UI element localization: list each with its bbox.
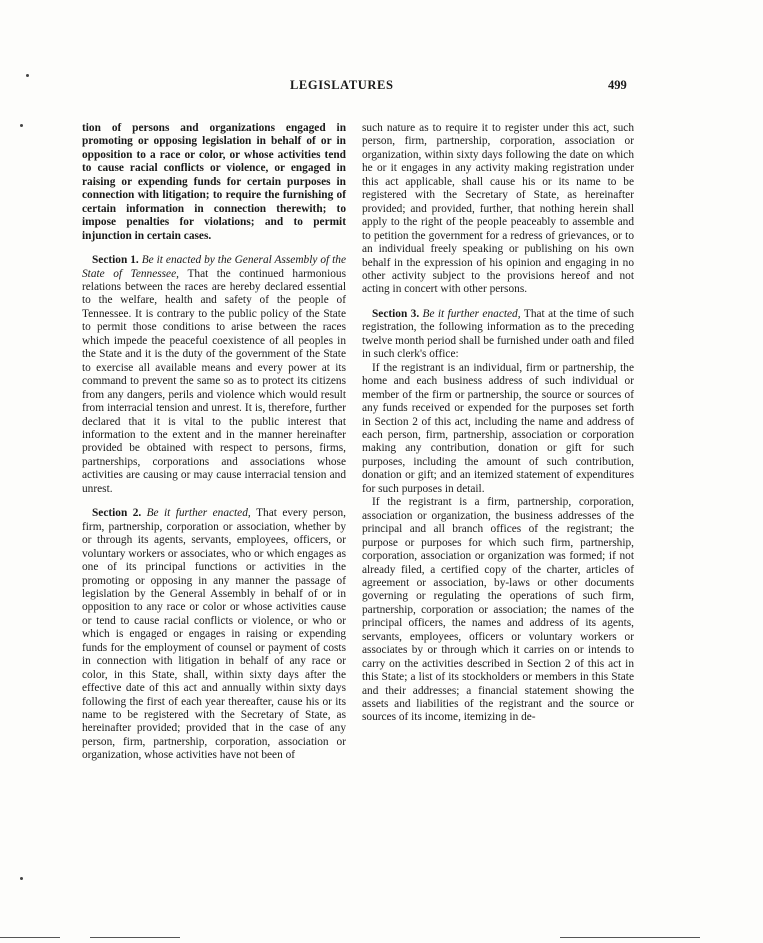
right-column <box>362 122 634 725</box>
running-head: LEGISLATURES <box>290 78 394 92</box>
section-2-heading: Section 2. <box>92 507 147 520</box>
section-1-text: That the continued harmonious relations between the races are hereby declared essential to the welfare, health and safety of the people of Tennessee. It is contrary to the public policy of the State to permit those conditions to arise between the races which impede the peaceful coexistence of all peoples in the State and it is the duty of the government of the State to exercise all available means and every power at its command to prevent the same so as to protect its citizens from any dangers, perils and violence which would result from interracial tension and unrest. It is, therefore, further declared that it is vital to the public interest that information to the extent and in the manner hereinafter provided be obtained with respect to persons, firms, partnerships, corporations and associations whose activities are causing or may cause interracial tension and unrest. <box>82 267 346 495</box>
registrant-individual-paragraph: If the registrant is an individual, firm or partnership, the home and each business address of such individual or member of the firm or partnership, the source or sources of any funds received or expended for the purposes set forth in Section 2 of this act, including the name and address of each person, firm, partnership, association or corporation making any contribution, donation or gift for such purposes, including the amount of such contribution, donation or gift; and an itemized statement of expenditures for such purposes in detail. <box>362 361 634 495</box>
scan-speck <box>26 74 29 77</box>
section-2-text: That every person, firm, partnership, corporation or association, whether by or through its agents, servants, employees, officers, or voluntary workers or associates, who or which engages as one of its principal functions or activities in the promoting or opposing in any manner the passage of legislation by the General Assembly in behalf of or in opposition to any race or color or whose activities cause or tend to cause racial conflicts or violence, or who or which is engaged or engages in raising or expending funds for the employment of counsel or payment of costs in connection with litigation in behalf of any race or color, in this State, shall, within sixty days after the effective date of this act and annually within sixty days following the first of each year thereafter, cause his or its name to be registered with the Secretary of State, as hereinafter provided; provided that in the case of any person, firm, partnership, corporation, association or organization, whose activities have not been of <box>82 507 346 762</box>
section-2-continued: such nature as to require it to register under this act, such person, firm, partnership, corporation, association or organization, within sixty days following the date on which he or it engages in any activity making registration under this act applicable, shall cause his or its name to be registered with the Secretary of State, as hereinafter provided; and provided, further, that nothing herein shall apply to the right of the people peaceably to assemble and to petition the government for a redress of grievances, or to an individual freely speaking or publishing on his own behalf in the expression of his opinion and engaging in no other activity subject to the provisions hereof and not acting in concert with other persons. <box>362 122 634 296</box>
scan-edge-line <box>0 937 60 938</box>
scan-edge-line <box>90 937 180 938</box>
section-1-heading: Section 1. <box>92 254 142 267</box>
section-3 <box>362 308 634 362</box>
registrant-firm-paragraph: If the registrant is a firm, partnership, corporation, association or organization, the business addresses of the principal and all branch offices of the registrant; the purpose or purposes for which such firm, partnership, corporation, association or organization was formed; if not already filed, a certified copy of the charter, articles of agreement or association, by-laws or other documents governing or regulating the operations of such firm, partnership, corporation or association; the names of the principal officers, the names and address of its agents, servants, employees, officers or voluntary workers or associates by or through which it carries on or intends to carry on the activities described in Section 2 of this act in this State; a list of its stockholders or members in this State and their addresses; a financial statement showing the assets and liabilities of the registrant and the source or sources of its income, itemizing in de- <box>362 496 634 724</box>
section-2-enacting-clause: Be it further enacted, <box>146 507 257 520</box>
section-3-text: That at the time of such registration, the following information as to the preceding twelve month period shall be furnished under oath and filed in such clerk's office: <box>362 307 635 361</box>
section-1 <box>82 254 346 496</box>
scan-edge-line <box>560 937 700 938</box>
section-1-enacting-clause: Be it enacted by the General Assembly of the State of Tennessee, <box>82 254 346 280</box>
left-column <box>82 122 346 763</box>
section-2 <box>82 507 346 763</box>
section-3-heading: Section 3. <box>372 307 423 320</box>
act-title-continued: tion of persons and organizations engaged in promoting or opposing legislation in behalf of or in opposition to a race or color, or whose activities tend to cause racial conflicts or violence, or engaged in raising or expending funds for certain purposes in connection with litigation; to require the furnishing of certain information in connection therewith; to impose penalties for violations; and to permit injunction in certain cases. <box>82 122 346 242</box>
section-3-enacting-clause: Be it further enacted, <box>422 307 524 320</box>
scan-speck <box>20 877 23 880</box>
page-number: 499 <box>608 78 627 92</box>
scan-speck <box>20 124 23 127</box>
